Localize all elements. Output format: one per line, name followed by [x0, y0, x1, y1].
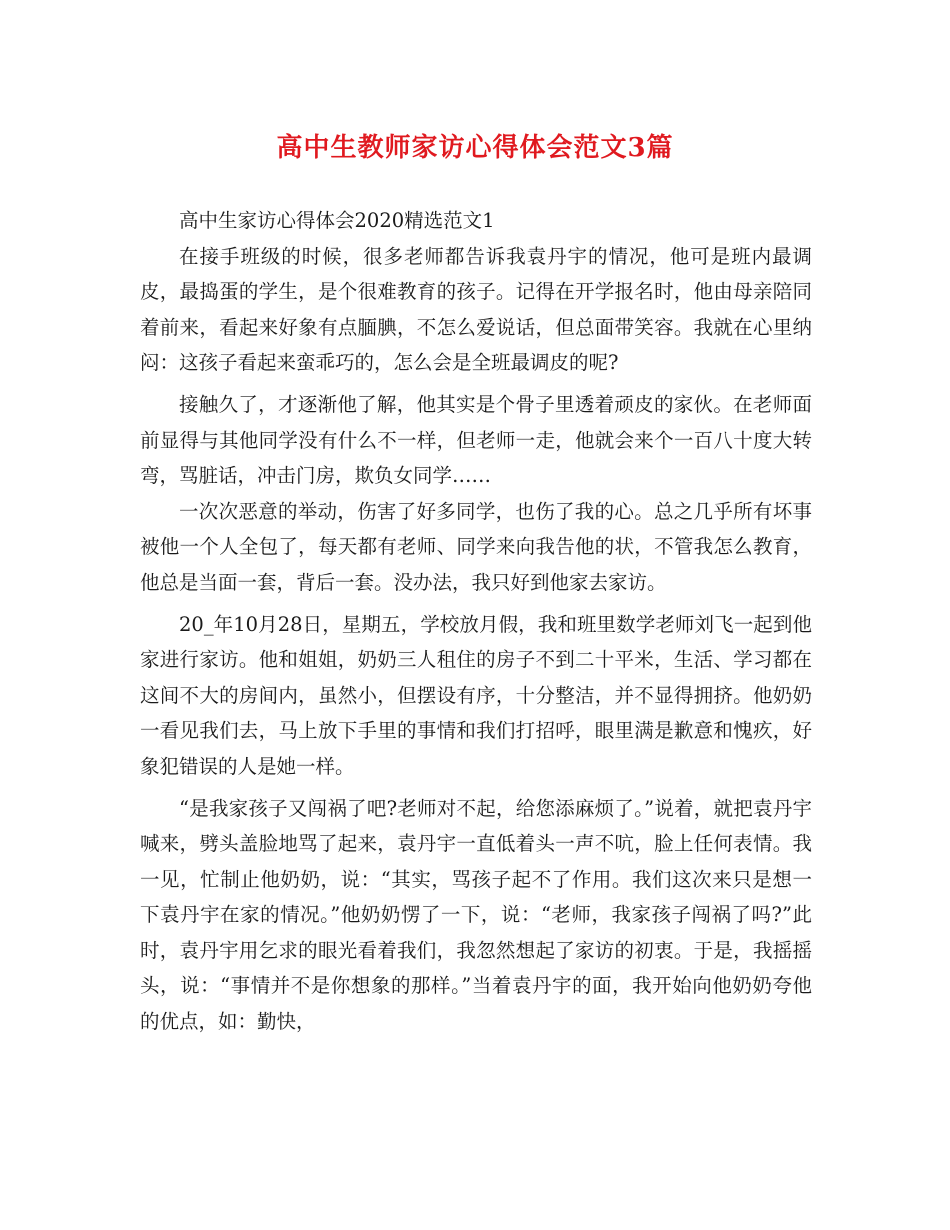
paragraph: 20_年10月28日，星期五，学校放月假，我和班里数学老师刘飞一起到他家进行家访。他和姐姐，奶奶三人租住的房子不到二十平米，生活、学习都在这间不大的房间内，虽然小，但摆设有序，十分整洁，并不显得拥挤。他奶奶一看见我们去，马上放下手里的事情和我们打招呼，眼里满是歉意和愧疚，好象犯错误的人是她一样。	[140, 612, 812, 778]
document-body	[140, 203, 812, 1040]
paragraph: 接触久了，才逐渐他了解，他其实是个骨子里透着顽皮的家伙。在老师面前显得与其他同学没有什么不一样，但老师一走，他就会来个一百八十度大转弯，骂脏话，冲击门房，欺负女同学……	[140, 392, 812, 488]
section-heading: 高中生家访心得体会2020精选范文1	[179, 209, 495, 232]
paragraph: “是我家孩子又闯祸了吧?老师对不起，给您添麻烦了。”说着，就把袁丹宇喊来，劈头盖脸地骂了起来，袁丹宇一直低着头一声不吭，脸上任何表情。我一见，忙制止他奶奶，说：“其实，骂孩子起不了作用。我们这次来只是想一下袁丹宇在家的情况。”他奶奶愣了一下，说：“老师，我家孩子闯祸了吗?”此时，袁丹宇用乞求的眼光看着我们，我忽然想起了家访的初衷。于是，我摇摇头，说：“事情并不是你想象的那样。”当着袁丹宇的面，我开始向他奶奶夸他的优点，如：勤快，	[140, 796, 812, 1034]
paragraph: 一次次恶意的举动，伤害了好多同学，也伤了我的心。总之几乎所有坏事被他一个人全包了，每天都有老师、同学来向我告他的状，不管我怎么教育，他总是当面一套，背后一套。没办法，我只好到他家去家访。	[140, 499, 812, 594]
document-title: 高中生教师家访心得体会范文3篇	[276, 133, 674, 163]
paragraph: 在接手班级的时候，很多老师都告诉我袁丹宇的情况，他可是班内最调皮，最捣蛋的学生，是个很难教育的孩子。记得在开学报名时，他由母亲陪同着前来，看起来好象有点腼腆，不怎么爱说话，但总面带笑容。我就在心里纳闷：这孩子看起来蛮乖巧的，怎么会是全班最调皮的呢?	[140, 244, 812, 375]
